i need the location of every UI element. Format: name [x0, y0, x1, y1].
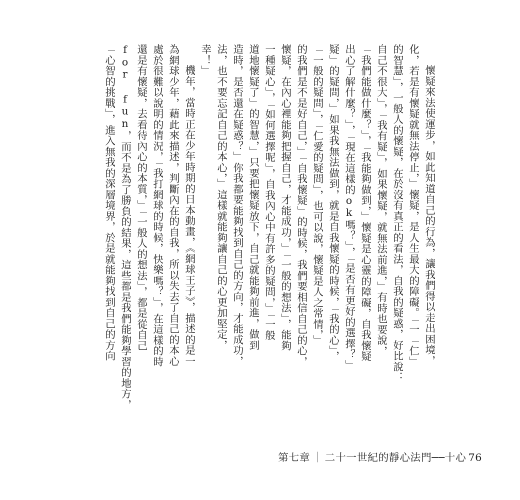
text-column: 處於很難以說明的情況，「我打網球的時候，快樂嗎？」，在這樣的時 — [151, 44, 163, 367]
text-column: 為網球少年，藉此來描述，判斷內在的自我，所以失去了自己的本心 — [167, 44, 179, 367]
text-column: 懷疑，在內心裡能夠把握自己，才能成功，」「一般的想法」，能夠 — [279, 44, 291, 351]
text-column: 一種疑心」，「如何選擇呢」，自我內心中有許多的疑問，」「一般 — [263, 44, 275, 341]
footer-chapter: 第七章 — [278, 452, 311, 464]
text-column: 懷疑來法使運步，如此知道自己的行為，讓我們得以走出困境， — [423, 65, 435, 366]
footer-separator: ｜ — [312, 452, 323, 464]
text-column: for fun，而不是為了勝負的結果，這些都是我們能夠學習的地方， — [119, 44, 131, 410]
text-column: 還是有懷疑，去看待內心的本質，」「一般人的想法」，都是從自己 — [135, 44, 147, 351]
text-column: 「我們能做什麼？」，「我能夠做到，」懷疑是心靈的障礙，自我懷疑 — [359, 44, 371, 362]
page-number: 76 — [468, 452, 483, 464]
text-column: 「心智的挑戰」，進入無我的深層境界，於是就能夠找到自己的方向 — [103, 44, 115, 362]
text-column: 道地懷疑了」的智慧，」只要把懷疑放下，自己就能夠前進，做到 — [247, 44, 259, 351]
text-column: 的智慧」，一般人的懷疑，在於沒有真正的看法，自我的疑惑，好比說： — [391, 44, 403, 383]
text-column: 的我們是不是好自己，」「自我懷疑」的時候，我們要相信自己的心， — [295, 44, 307, 367]
text-column: 幸！」 — [199, 44, 211, 77]
text-column: 「一般的疑問」，「仁愛的疑問」，也可以說，懷疑是人之常情，」 — [311, 44, 323, 346]
text-column: 機年，當時正在少年時期的日本動畫，《網球王子》，描述的是一 — [183, 65, 195, 367]
vertical-text-block — [90, 44, 435, 440]
running-footer — [278, 451, 483, 465]
text-column: 自己不很大」，「我有疑」，如果懷疑，就無法前進，」有時也要說， — [375, 44, 387, 357]
text-column: 出心了解什麼？」，「現在這樣的ok嗎？」，「是否有更好的選擇？」 — [343, 44, 355, 371]
footer-title: 二十一世紀的靜心法門──十心 — [324, 452, 467, 464]
text-column: 疑」的疑問，」如果我無法做到，就是自我懷疑的時候，「我的心」， — [327, 44, 339, 362]
text-column: 化，若是有懷疑就無法停止，」懷疑，是人生最大的障礙。「一「仁」 — [407, 44, 419, 367]
text-column: 造時，是否還在疑惑？」你我都要能夠找到自己的方向，才能成功， — [231, 44, 243, 367]
text-column: 法，也不要忘記自己的本心，」這樣就能夠讓自己的心更加堅定， — [215, 44, 227, 351]
